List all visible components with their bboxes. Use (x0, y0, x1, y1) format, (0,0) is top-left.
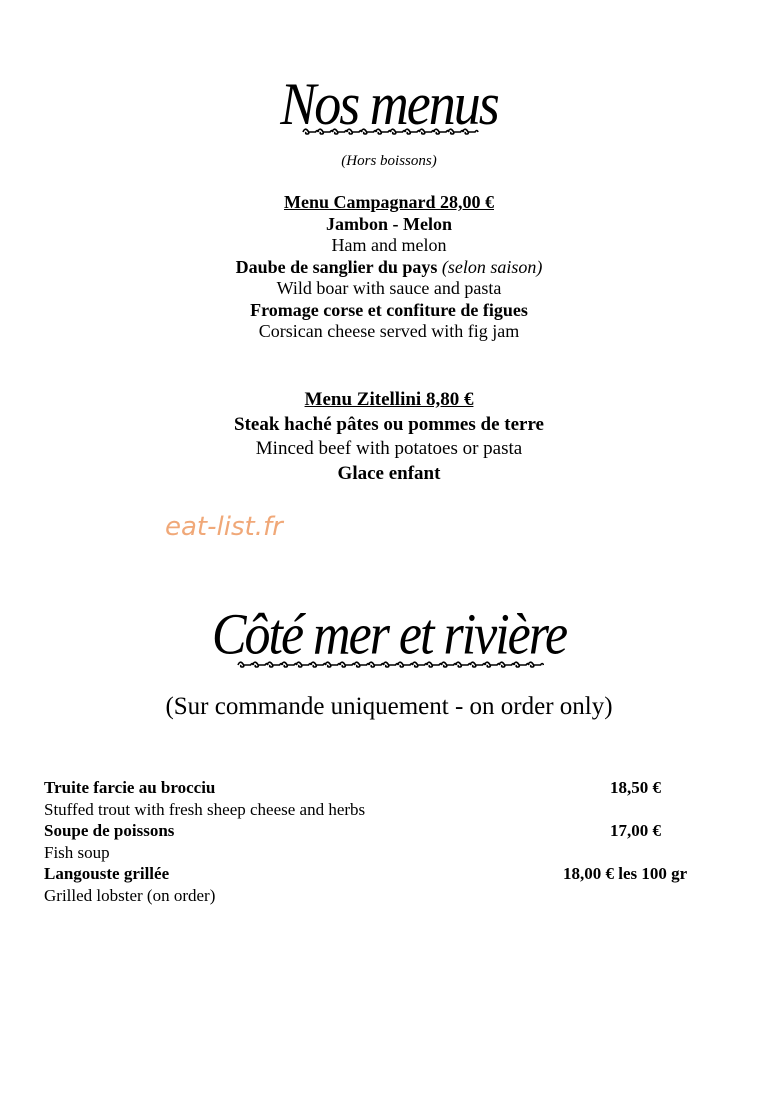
item-name: Langouste grillée (44, 864, 170, 883)
menu-zitellini-line: Minced beef with potatoes or pasta (255, 438, 523, 459)
menu-item-fr-row (0, 257, 778, 279)
menu-item-fr: Fromage corse et confiture de figues (250, 299, 528, 320)
menu-campagnard (0, 192, 778, 343)
list-item (44, 777, 704, 799)
menu-zitellini-line: Steak haché pâtes ou pommes de terre (234, 413, 544, 435)
menu-zitellini-line: Glace enfant (337, 462, 441, 484)
item-desc: Grilled lobster (on order) (44, 885, 216, 905)
item-price: 17,00 € (610, 821, 661, 840)
item-name: Truite farcie au brocciu (44, 778, 216, 797)
item-desc: Fish soup (44, 842, 110, 862)
list-item (44, 863, 704, 885)
ornament-divider-icon (0, 659, 778, 671)
menu-item-en: Wild boar with sauce and pasta (276, 278, 502, 298)
menu-zitellini-heading: Menu Zitellini 8,80 € (304, 389, 474, 410)
item-price: 18,00 € les 100 gr (563, 864, 688, 883)
sea-subtitle: (Sur commande uniquement - on order only) (165, 693, 613, 720)
watermark: eat-list.fr (165, 512, 283, 542)
menu-item-note: (selon saison) (441, 256, 543, 277)
sea-title: Côté mer et rivière (211, 603, 567, 667)
ornament-divider-icon (0, 126, 778, 138)
item-name: Soupe de poissons (44, 821, 175, 840)
menu-campagnard-heading: Menu Campagnard 28,00 € (283, 192, 494, 212)
list-item (44, 820, 704, 842)
menu-item-en: Corsican cheese served with fig jam (258, 321, 520, 341)
item-price: 18,50 € (610, 778, 661, 797)
item-desc: Stuffed trout with fresh sheep cheese and herbs (44, 799, 366, 819)
menus-subtitle: (Hors boissons) (341, 153, 437, 169)
sea-items-list (44, 777, 704, 906)
menu-item-fr: Jambon - Melon (326, 213, 452, 234)
menu-zitellini (0, 388, 778, 486)
menu-item-en: Ham and melon (331, 235, 447, 255)
menus-title: Nos menus (280, 70, 498, 138)
menu-item-fr: Daube de sanglier du pays (235, 256, 438, 277)
